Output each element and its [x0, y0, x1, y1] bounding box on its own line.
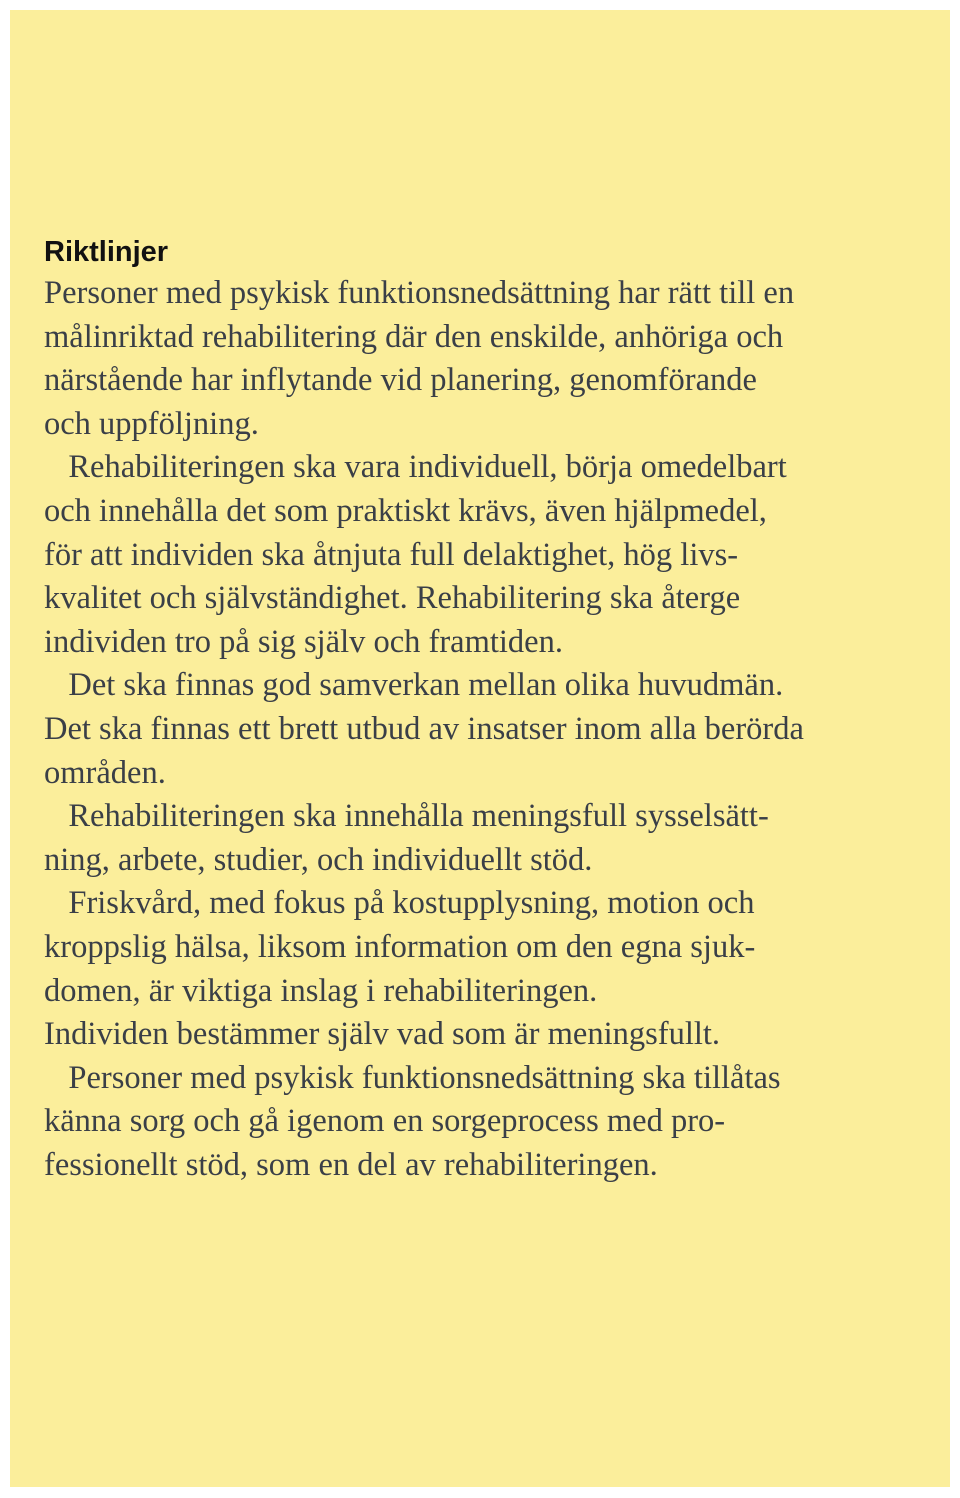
paragraph-4: Rehabiliteringen ska innehålla meningsfull sysselsätt- ning, arbete, studier, och individuellt stöd. [44, 798, 769, 878]
guidelines-text-block [44, 232, 924, 1187]
paragraph-1: Personer med psykisk funktionsnedsättning har rätt till en målinriktad rehabilitering där den enskilde, anhöriga och närstående har inflytande vid planering, genomförande och uppföljning. [44, 275, 795, 442]
paragraph-2: Rehabiliteringen ska vara individuell, börja omedelbart och innehålla det som praktiskt krävs, även hjälpmedel, för att individen ska åtnjuta full delaktighet, hög livs- kvalitet och självständighet. Rehabilitering ska återge individen tro på sig själv och framtiden. [44, 449, 787, 660]
paragraph-6: Personer med psykisk funktionsnedsättning ska tillåtas känna sorg och gå igenom en sorgeprocess med pro- fessionellt stöd, som en del av rehabiliteringen. [44, 1059, 781, 1183]
section-heading: Riktlinjer [44, 236, 169, 268]
paragraph-5: Friskvård, med fokus på kostupplysning, motion och kroppslig hälsa, liksom information om den egna sjuk- domen, är viktiga inslag i rehabiliteringen. Individen bestämmer själv vad som är meningsfullt. [44, 885, 756, 1053]
paragraph-3: Det ska finnas god samverkan mellan olika huvudmän. Det ska finnas ett brett utbud av insatser inom alla berörda områden. [44, 667, 804, 791]
yellow-info-panel [10, 10, 950, 1487]
